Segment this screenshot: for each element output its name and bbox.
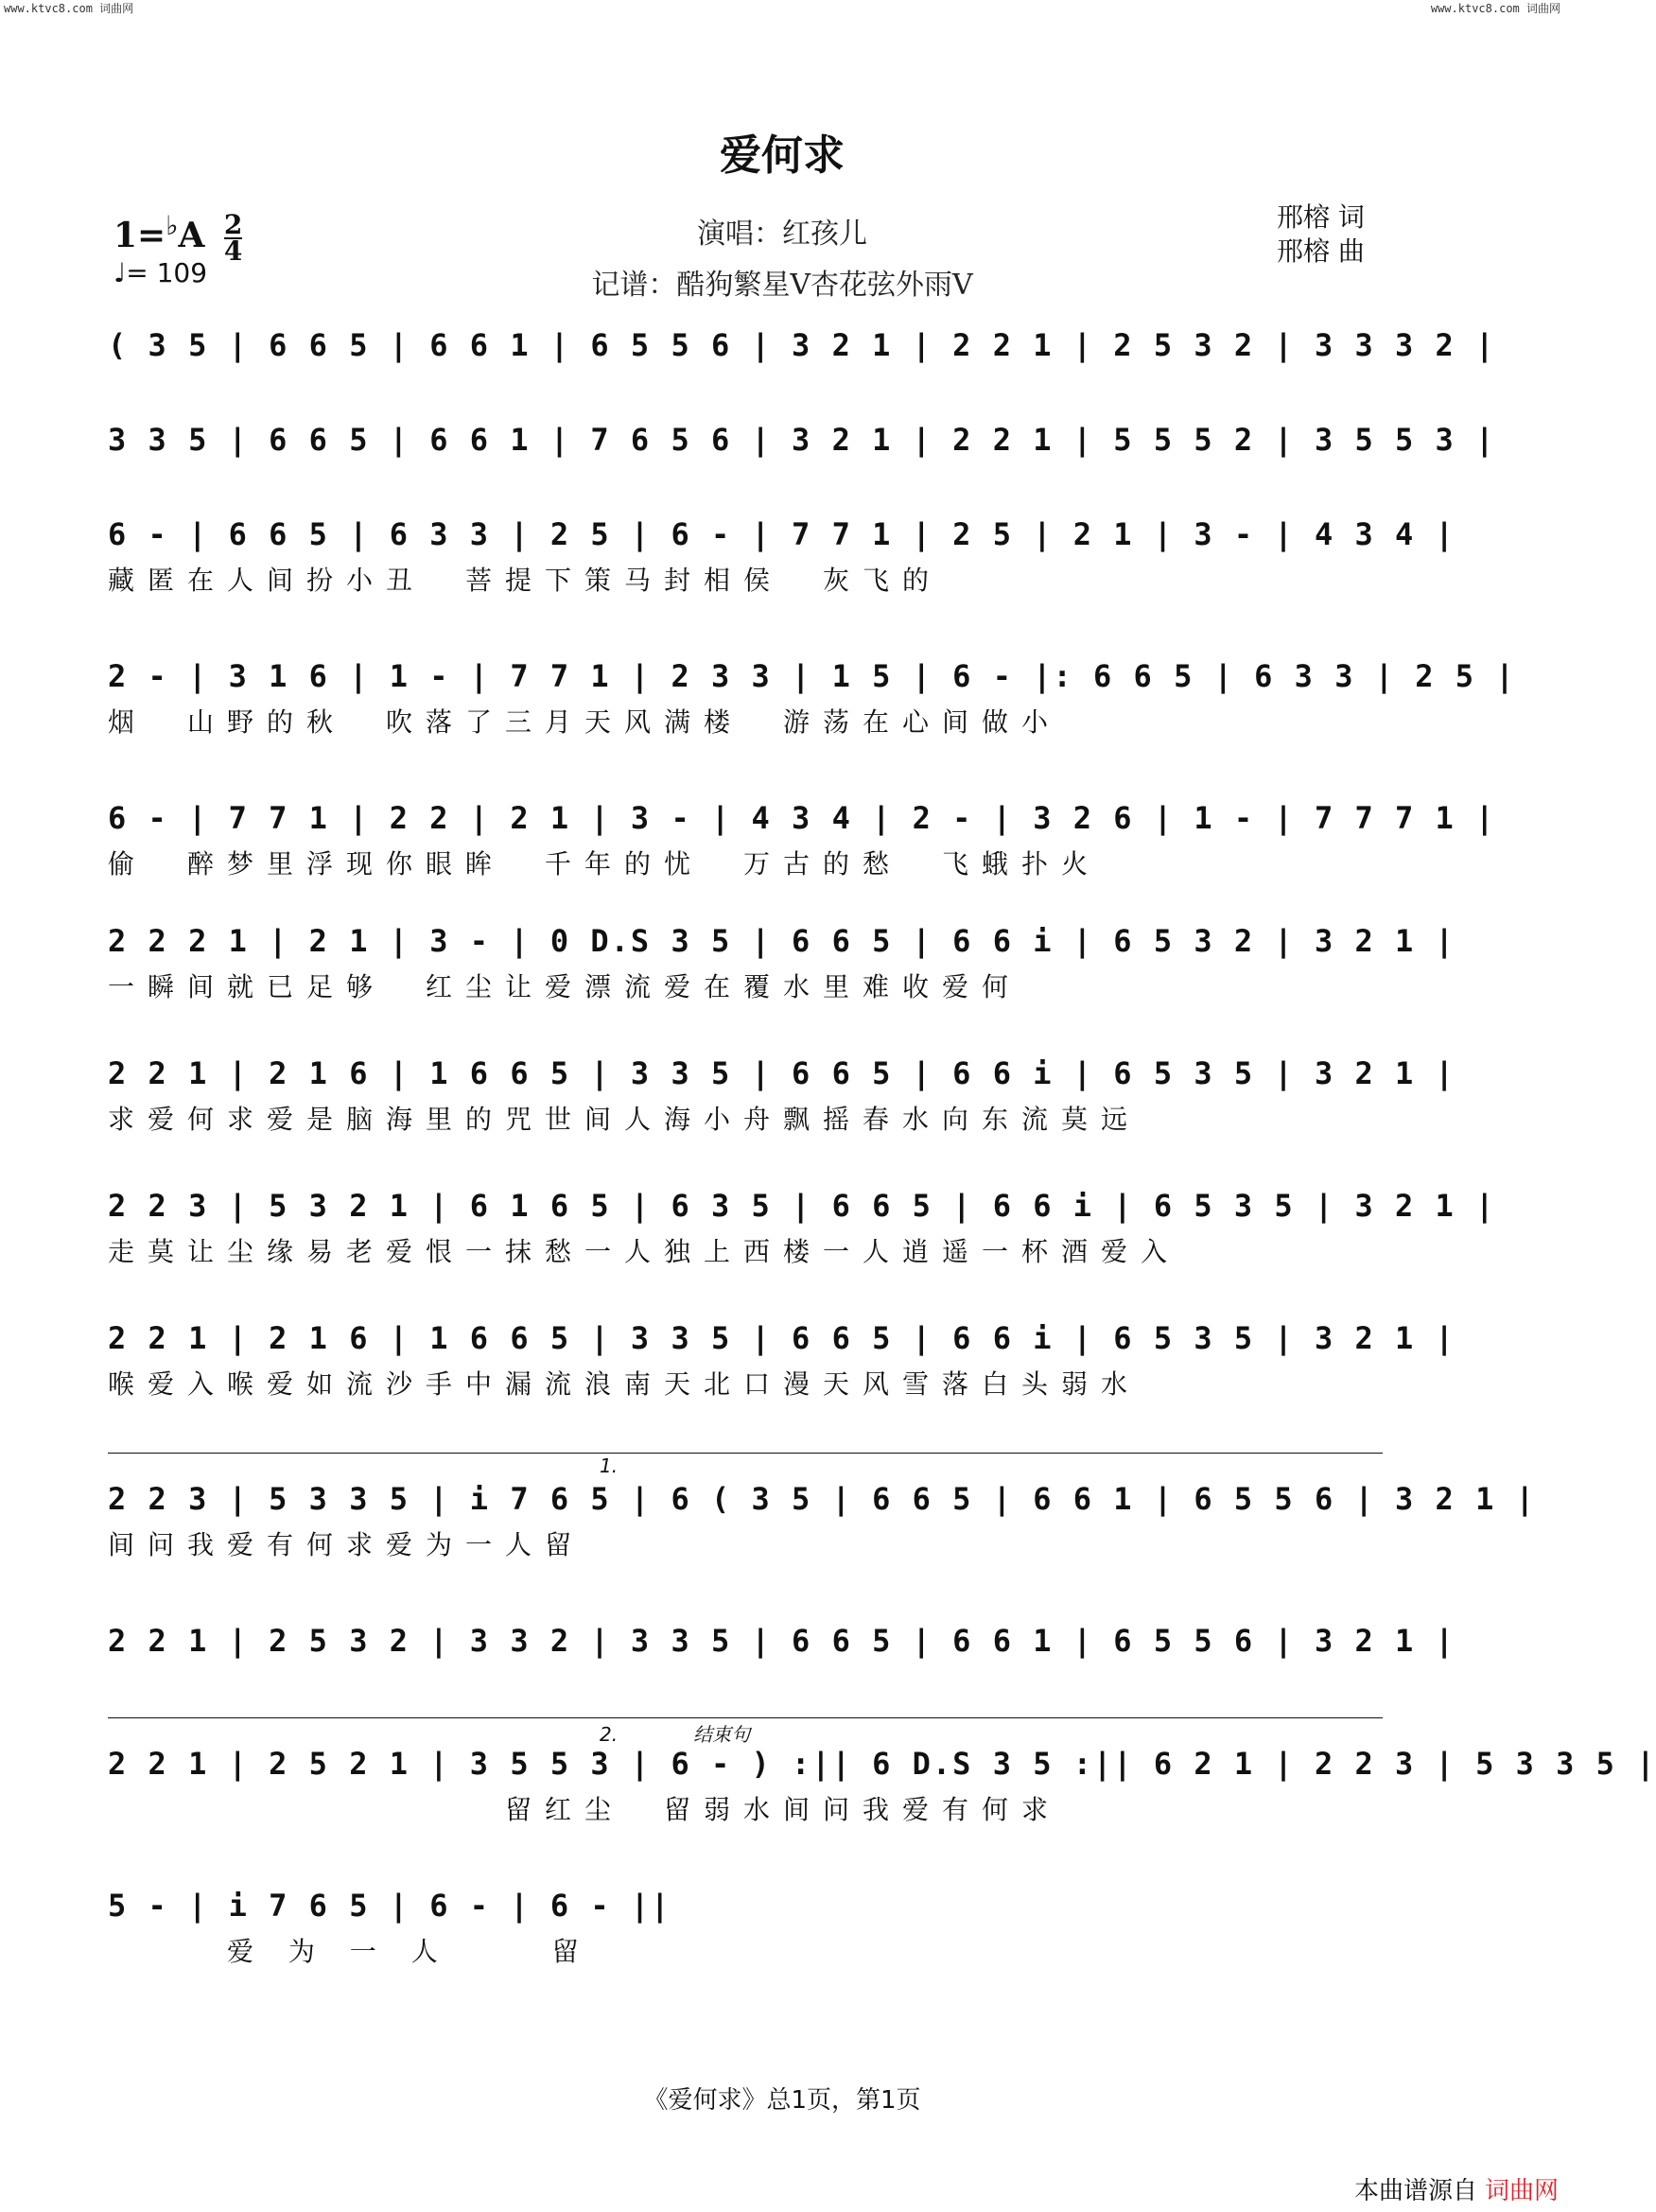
notation-line: 2 2 2 1 | 2 1 | 3 - | 0 D.S 3 5 | 6 6 5 | 6 6 i | 6 5 3 2 | 3 2 1 | [108,923,1456,959]
lyric-line: 一瞬间就已足够 红尘让爱漂流爱在覆水里难收爱何 [108,971,1022,1002]
notation-line: 6 - | 7 7 1 | 2 2 | 2 1 | 3 - | 4 3 4 | 2 - | 3 2 6 | 1 - | 7 7 7 1 | [108,800,1496,836]
flat-sign: ♭ [166,210,179,241]
lyricist-credit: 邢榕 词 [1277,201,1365,233]
volta-bracket [108,1453,1383,1477]
notation-line: 2 2 3 | 5 3 3 5 | i 7 6 5 | 6 ( 3 5 | 6 6 5 | 6 6 1 | 6 5 5 6 | 3 2 1 | [108,1481,1536,1517]
lyric-line: 偷 醉梦里浮现你眼眸 千年的忧 万古的愁 飞蛾扑火 [108,848,1102,880]
source-site[interactable]: 词曲网 [1485,2177,1560,2205]
notation-line: 2 2 1 | 2 5 2 1 | 3 5 5 3 | 6 - ) :|| 6 D.S 3 5 :|| 6 2 1 | 2 2 3 | 5 3 3 5 | [108,1746,1656,1782]
lyric-line: 间问我爱有何求爱为一人留 [108,1529,585,1560]
tempo-marking: ♩= 109 [113,257,208,288]
ts-bottom: 4 [223,235,243,267]
lyric-line: 求爱何求爱是脑海里的咒世间人海小舟飘摇春水向东流莫远 [108,1104,1142,1135]
lyric-line: 爱 为 一 人 留 [108,1936,592,1967]
notation-line: 2 2 3 | 5 3 2 1 | 6 1 6 5 | 6 3 5 | 6 6 5 | 6 6 i | 6 5 3 5 | 3 2 1 | [108,1188,1496,1224]
volta-label: 2. 结束句 [600,1723,751,1746]
source-credit[interactable] [1354,2171,1559,2206]
notation-line: 2 - | 3 1 6 | 1 - | 7 7 1 | 2 3 3 | 1 5 | 6 - |: 6 6 5 | 6 3 3 | 2 5 | [108,658,1516,694]
notation-line: 2 2 1 | 2 1 6 | 1 6 6 5 | 3 3 5 | 6 6 5 | 6 6 i | 6 5 3 5 | 3 2 1 | [108,1320,1456,1356]
volta-label: 1. [600,1454,619,1477]
page-title: 爱何求 [720,131,845,180]
notation-line: ( 3 5 | 6 6 5 | 6 6 1 | 6 5 5 6 | 3 2 1 | 2 2 1 | 2 5 3 2 | 3 3 3 2 | [108,327,1496,363]
page-footer: 《爱何求》总1页，第1页 [643,2086,921,2115]
lyric-line: 走莫让尘缘易老爱恨一抹愁一人独上西楼一人逍遥一杯酒爱入 [108,1236,1181,1267]
transcriber-credit: 记谱：酷狗繁星V杏花弦外雨V [591,269,973,302]
header-url-left[interactable]: www.ktvc8.com 词曲网 [4,2,134,15]
key-note: A [178,216,205,255]
lyric-line: 喉爱入喉爱如流沙手中漏流浪南天北口漫天风雪落白头弱水 [108,1368,1142,1400]
notation-line: 3 3 5 | 6 6 5 | 6 6 1 | 7 6 5 6 | 3 2 1 | 2 2 1 | 5 5 5 2 | 3 5 5 3 | [108,422,1496,458]
source-label: 本曲谱源自 [1354,2177,1478,2205]
notation-line: 5 - | i 7 6 5 | 6 - | 6 - || [108,1888,671,1924]
volta-bracket [108,1717,1383,1746]
singer-credit: 演唱：红孩儿 [697,218,867,251]
lyric-line: 留红尘 留弱水间问我爱有何求 [108,1794,1062,1825]
key-prefix: 1= [113,216,166,255]
header-url-right[interactable]: www.ktvc8.com 词曲网 [1430,2,1560,15]
ts-top: 2 [223,209,243,240]
lyric-line: 藏匿在人间扮小丑 菩提下策马封相侯 灰飞的 [108,565,943,596]
composer-credit: 邢榕 曲 [1277,235,1365,267]
notation-line: 2 2 1 | 2 5 3 2 | 3 3 2 | 3 3 5 | 6 6 5 | 6 6 1 | 6 5 5 6 | 3 2 1 | [108,1623,1456,1659]
notation-line: 2 2 1 | 2 1 6 | 1 6 6 5 | 3 3 5 | 6 6 5 | 6 6 i | 6 5 3 5 | 3 2 1 | [108,1055,1456,1091]
lyric-line: 烟 山野的秋 吹落了三月天风满楼 游荡在心间做小 [108,706,1062,738]
notation-line: 6 - | 6 6 5 | 6 3 3 | 2 5 | 6 - | 7 7 1 | 2 5 | 2 1 | 3 - | 4 3 4 | [108,516,1456,552]
